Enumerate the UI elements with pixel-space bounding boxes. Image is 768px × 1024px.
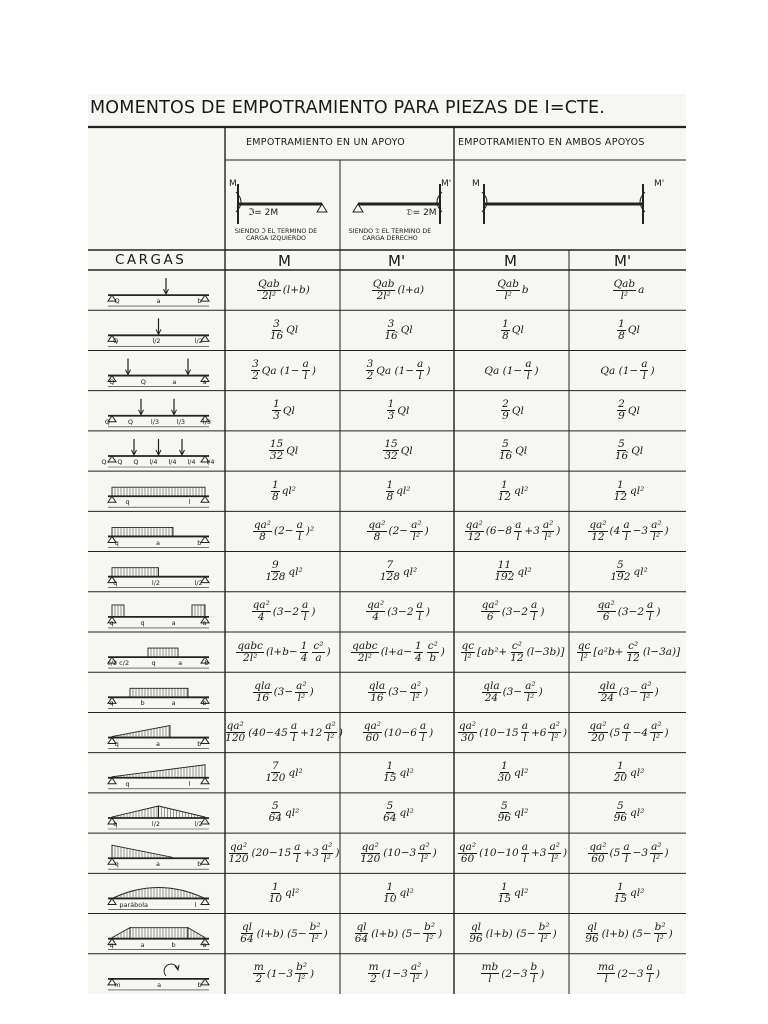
formula-cell-r8-c1: $\frac{9}{128}$ ql²: [265, 559, 303, 584]
group-header-one-support: EMPOTRAMIENTO EN UN APOYO: [246, 137, 405, 148]
formula-cell-r12-c2: $\frac{\text{qa²}}{60}$ (10−6 $\frac{a}{l}$ ): [363, 720, 434, 745]
diagram-mprime-label-left: M': [441, 179, 452, 189]
formula-cell-r18-c4: $\frac{ma}{l}$ (2−3 $\frac{a}{l}$ ): [598, 961, 660, 986]
load-label: l: [188, 779, 191, 788]
formula-cell-r17-c4: $\frac{ql}{96}$ (l+b) (5− $\frac{\text{b²}}{\text{l²}}$ ): [585, 921, 673, 946]
formula-cell-r6-c3: $\frac{1}{12}$ ql²: [497, 478, 529, 503]
load-label: q: [125, 779, 130, 788]
formula-cell-r13-c3: $\frac{1}{30}$ ql²: [497, 760, 529, 785]
load-label: Q: [109, 377, 115, 386]
load-label: l/4: [206, 458, 215, 467]
load-label: Q: [133, 458, 139, 467]
load-case-labels: [96, 499, 220, 506]
formula-cell-r11-c1: $\frac{\text{qla}}{16}$ (3− $\frac{\text{a²}}{\text{l²}}$ ): [254, 679, 314, 704]
formula-cell-r16-c4: $\frac{1}{15}$ ql²: [613, 880, 645, 905]
formula-cell-r4-c3: $\frac{2}{9}$ Ql: [502, 398, 524, 423]
load-case-labels: [96, 660, 220, 667]
load-label: a: [157, 981, 162, 989]
formula-cell-r5-c1: $\frac{15}{32}$ Ql: [269, 438, 299, 463]
diagram-note-left: SIENDO ℑ EL TERMINO DE CARGA IZQUIERDO: [234, 228, 318, 243]
formula-cell-r16-c3: $\frac{1}{15}$ ql²: [497, 880, 529, 905]
load-label: l/3: [150, 417, 160, 426]
formula-cell-r4-c1: $\frac{1}{3}$ Ql: [273, 398, 295, 423]
formula-cell-r1-c4: $\frac{\text{Qab}}{\text{l²}}$ a: [613, 277, 645, 302]
load-label: a: [178, 659, 183, 668]
load-label: l: [188, 498, 191, 507]
formula-cell-r14-c1: $\frac{5}{64}$ ql²: [268, 800, 300, 825]
formula-cell-r17-c2: $\frac{ql}{64}$ (l+b) (5− $\frac{\text{b²}}{\text{l²}}$ ): [354, 921, 443, 946]
load-label: parábola: [119, 900, 149, 909]
page-title: MOMENTOS DE EMPOTRAMIENTO PARA PIEZAS DE I=CTE.: [90, 98, 606, 118]
formula-cell-r16-c1: $\frac{1}{10}$ ql²: [268, 880, 300, 905]
column-header-m-one: M: [278, 252, 291, 270]
formula-cell-r15-c4: $\frac{\text{qa²}}{60}$ (5 $\frac{a}{l}$ −3 $\frac{\text{a²}}{\text{l²}}$ ): [589, 840, 669, 865]
formula-cell-r6-c4: $\frac{1}{12}$ ql²: [613, 478, 645, 503]
load-case-labels: [96, 781, 220, 788]
diagram-left-equation: ℑ= 2M: [248, 208, 279, 218]
formula-cell-r13-c1: $\frac{7}{120}$ ql²: [265, 760, 303, 785]
load-label: b: [171, 940, 176, 949]
formula-cell-r6-c1: $\frac{1}{8}$ ql²: [272, 478, 296, 503]
load-case-labels: [96, 298, 220, 305]
load-label: l/2: [151, 578, 161, 587]
load-label: l/2: [151, 820, 161, 829]
load-label: q: [151, 659, 156, 668]
formula-cell-r3-c4: Qa (1− $\frac{a}{l}$ ): [600, 358, 655, 383]
load-label: b: [140, 699, 145, 708]
load-case-labels: [96, 741, 220, 748]
load-label: a: [202, 619, 207, 627]
load-label: q: [109, 699, 114, 708]
formula-cell-r15-c2: $\frac{\text{qa²}}{120}$ (10−3 $\frac{\text{a²}}{\text{l²}}$ ): [360, 840, 437, 865]
formula-cell-r8-c3: $\frac{11}{192}$ ql²: [494, 559, 532, 584]
formula-cell-r14-c2: $\frac{5}{64}$ ql²: [383, 800, 414, 825]
load-case-labels: [96, 902, 220, 909]
formula-cell-r11-c3: $\frac{\text{qla}}{24}$ (3− $\frac{\text{a²}}{\text{l²}}$ ): [483, 679, 543, 704]
load-label: b: [197, 860, 202, 869]
load-label: m: [114, 981, 121, 989]
formula-cell-r15-c3: $\frac{\text{qa²}}{60}$ (10−10 $\frac{a}{l}$ +3 $\frac{\text{a²}}{\text{l²}}$ ): [458, 840, 568, 865]
load-case-labels: [96, 540, 220, 547]
load-label: l/3: [176, 417, 186, 426]
formula-cell-r10-c3: $\frac{qc}{\text{l²}}$ [ab²+ $\frac{\text{c²}}{12}$ (l−3b)]: [461, 639, 565, 664]
load-label: l/2: [152, 337, 161, 346]
diagram-mprime-label-right: M': [654, 179, 665, 189]
load-label: l/4: [149, 458, 158, 467]
load-label: Q: [101, 458, 107, 467]
cargas-header: CARGAS: [115, 252, 187, 268]
load-label: a: [155, 739, 160, 748]
load-label: a: [171, 619, 176, 627]
formula-cell-r4-c4: $\frac{2}{9}$ Ql: [618, 398, 640, 423]
load-label: q: [113, 578, 118, 587]
load-label: a: [155, 538, 160, 547]
load-label: b: [197, 538, 202, 547]
formula-cell-r14-c3: $\frac{5}{96}$ ql²: [497, 800, 529, 825]
load-case-labels: [96, 459, 220, 466]
load-label: q: [114, 739, 119, 748]
formula-cell-r18-c1: $\frac{m}{2}$ (1−3 $\frac{\text{b²}}{\text{l²}}$ ): [253, 961, 315, 986]
load-label: Q: [113, 337, 119, 346]
formula-cell-r5-c2: $\frac{15}{32}$ Ql: [384, 438, 413, 463]
formula-cell-r10-c4: $\frac{qc}{\text{l²}}$ [a²b+ $\frac{\text{c²}}{12}$ (l−3a)]: [577, 639, 681, 664]
load-case-labels: [96, 580, 220, 587]
load-label: a: [155, 860, 160, 869]
formula-cell-r5-c3: $\frac{5}{16}$ Ql: [498, 438, 528, 463]
formula-cell-r7-c2: $\frac{\text{qa²}}{8}$ (2− $\frac{\text{a²}}{\text{l²}}$ ): [368, 518, 429, 543]
load-case-labels: [96, 861, 220, 868]
load-case-labels: [96, 942, 220, 949]
column-header-mprime-one: M': [388, 252, 406, 270]
formula-cell-r8-c2: $\frac{7}{128}$ ql²: [379, 559, 418, 584]
load-label: b: [202, 699, 207, 708]
formula-cell-r16-c2: $\frac{1}{10}$ ql²: [383, 880, 414, 905]
formula-cell-r4-c2: $\frac{1}{3}$ Ql: [387, 398, 410, 423]
formula-cell-r11-c2: $\frac{\text{qla}}{16}$ (3− $\frac{\text{a²}}{\text{l²}}$ ): [368, 679, 429, 704]
formula-cell-r9-c1: $\frac{\text{qa²}}{4}$ (3−2 $\frac{a}{l}$ ): [252, 599, 316, 624]
formula-cell-r5-c4: $\frac{5}{16}$ Ql: [614, 438, 644, 463]
load-case-labels: [96, 379, 220, 386]
formula-cell-r1-c2: $\frac{\text{Qab}}{\text{2l²}}$ (l+a): [372, 277, 425, 302]
load-label: q: [140, 619, 145, 627]
load-label: a: [140, 940, 145, 949]
formula-cell-r9-c4: $\frac{\text{qa²}}{6}$ (3−2 $\frac{a}{l}$ ): [597, 599, 661, 624]
formula-cell-r1-c3: $\frac{\text{Qab}}{\text{l²}}$ b: [497, 277, 529, 302]
load-label: a: [156, 297, 161, 306]
diagram-m-label-left: M: [229, 179, 237, 189]
load-label: q: [113, 820, 118, 829]
load-label: b: [204, 659, 209, 668]
formula-cell-r12-c1: $\frac{\text{qa²}}{120}$ (40−45 $\frac{a}{l}$ +12 $\frac{\text{a²}}{\text{l²}}$ ): [225, 720, 343, 745]
diagram-m-label-right: M: [472, 179, 480, 189]
formula-cell-r11-c4: $\frac{\text{qla}}{24}$ (3− $\frac{\text{a²}}{\text{l²}}$ ): [599, 679, 659, 704]
formula-sheet: [88, 94, 686, 994]
load-label: Q: [140, 377, 146, 386]
diagram-fixed-left-beam: [236, 184, 327, 224]
load-label: l/3: [202, 417, 212, 426]
formula-cell-r2-c3: $\frac{1}{8}$ Ql: [502, 317, 524, 342]
formula-cell-r15-c1: $\frac{\text{qa²}}{120}$ (20−15 $\frac{a}{l}$ +3 $\frac{\text{a²}}{\text{l²}}$ ): [228, 840, 340, 865]
formula-cell-r7-c1: $\frac{\text{qa²}}{8}$ (2− $\frac{a}{l}$ )²: [253, 518, 315, 543]
formula-cell-r18-c3: $\frac{mb}{l}$ (2−3 $\frac{b}{l}$ ): [481, 961, 545, 986]
load-case-labels: [96, 700, 220, 707]
column-header-mprime-both: M': [614, 252, 632, 270]
diagram-right-equation: 𝔇= 2M: [406, 208, 437, 218]
load-case-labels: [96, 620, 220, 627]
load-label: l/2: [194, 578, 203, 587]
formula-cell-r14-c4: $\frac{5}{96}$ ql²: [613, 800, 645, 825]
load-case-labels: [96, 338, 220, 345]
formula-cell-r2-c2: $\frac{3}{16}$ Ql: [384, 317, 413, 342]
load-label: Q: [104, 417, 111, 426]
load-label: q: [114, 860, 119, 869]
formula-cell-r9-c2: $\frac{\text{qa²}}{4}$ (3−2 $\frac{a}{l}$ ): [367, 599, 430, 624]
load-label: Q: [114, 297, 120, 306]
formula-cell-r13-c2: $\frac{1}{15}$ ql²: [383, 760, 414, 785]
load-label: a: [171, 699, 176, 708]
formula-cell-r9-c3: $\frac{\text{qa²}}{6}$ (3−2 $\frac{a}{l}$ ): [481, 599, 545, 624]
load-label: c/2 c/2: [107, 659, 130, 668]
formula-cell-r1-c1: $\frac{\text{Qab}}{\text{2l²}}$ (l+b): [258, 277, 310, 302]
diagram-fixed-both-beam: [482, 184, 645, 224]
formula-cell-r6-c2: $\frac{1}{8}$ ql²: [386, 478, 411, 503]
load-label: Q: [127, 417, 134, 426]
formula-cell-r7-c4: $\frac{\text{qa²}}{12}$ (4 $\frac{a}{l}$ −3 $\frac{\text{a²}}{\text{l²}}$ ): [589, 518, 669, 543]
formula-cell-r17-c3: $\frac{ql}{96}$ (l+b) (5− $\frac{\text{b²}}{\text{l²}}$ ): [469, 921, 557, 946]
load-label: q: [114, 538, 119, 547]
formula-cell-r17-c1: $\frac{ql}{64}$ (l+b) (5− $\frac{\text{b²}}{\text{l²}}$ ): [240, 921, 328, 946]
formula-cell-r10-c2: $\frac{\text{qabc}}{\text{2l²}}$ (l+a− $\frac{1}{4}$ $\frac{\text{c²}}{b}$ ): [352, 639, 445, 664]
formula-cell-r2-c4: $\frac{1}{8}$ Ql: [618, 317, 640, 342]
diagram-note-right: SIENDO 𝔇 EL TERMINO DE CARGA DERECHO: [348, 228, 432, 243]
load-label: q: [125, 498, 130, 507]
load-label: b: [197, 739, 202, 748]
formula-cell-r12-c3: $\frac{\text{qa²}}{30}$ (10−15 $\frac{a}{l}$ +6 $\frac{\text{a²}}{\text{l²}}$ ): [458, 720, 568, 745]
formula-cell-r3-c2: $\frac{3}{2}$ Qa (1− $\frac{a}{l}$ ): [366, 358, 431, 383]
load-case-labels: [96, 982, 220, 989]
formula-cell-r3-c1: $\frac{3}{2}$ Qa (1− $\frac{a}{l}$ ): [252, 358, 316, 383]
load-label: b: [197, 981, 202, 989]
load-label: b: [197, 297, 202, 306]
load-case-labels: [96, 821, 220, 828]
column-header-m-both: M: [504, 252, 517, 270]
group-header-both-supports: EMPOTRAMIENTO EN AMBOS APOYOS: [458, 137, 645, 148]
load-label: a: [172, 377, 177, 386]
formula-cell-r8-c4: $\frac{5}{192}$ ql²: [610, 559, 648, 584]
formula-cell-r2-c1: $\frac{3}{16}$ Ql: [269, 317, 299, 342]
formula-cell-r13-c4: $\frac{1}{20}$ ql²: [613, 760, 645, 785]
formula-cell-r12-c4: $\frac{\text{qa²}}{20}$ (5 $\frac{a}{l}$ −4 $\frac{\text{a²}}{\text{l²}}$ ): [589, 720, 669, 745]
load-label: l/4: [168, 458, 177, 467]
diagram-fixed-right-beam: [353, 184, 442, 224]
load-label: a: [202, 940, 207, 949]
load-label: l/2: [194, 820, 203, 829]
load-label: a: [202, 377, 207, 386]
load-label: l/2: [194, 337, 203, 346]
formula-cell-r10-c1: $\frac{\text{qabc}}{\text{2l²}}$ (l+b− $\frac{1}{4}$ $\frac{\text{c²}}{a}$ ): [237, 639, 331, 664]
load-label: q: [109, 619, 114, 627]
formula-cell-r3-c3: Qa (1− $\frac{a}{l}$ ): [484, 358, 539, 383]
load-label: l/4: [187, 458, 196, 467]
load-label: l: [194, 900, 197, 909]
load-label: Q: [117, 458, 123, 467]
formula-cell-r7-c3: $\frac{\text{qa²}}{12}$ (6−8 $\frac{a}{l}$ +3 $\frac{\text{a²}}{\text{l²}}$ ): [465, 518, 561, 543]
load-case-labels: [96, 419, 220, 426]
formula-cell-r18-c2: $\frac{m}{2}$ (1−3 $\frac{\text{a²}}{\text{l²}}$ ): [368, 961, 429, 986]
load-label: q: [109, 940, 114, 949]
